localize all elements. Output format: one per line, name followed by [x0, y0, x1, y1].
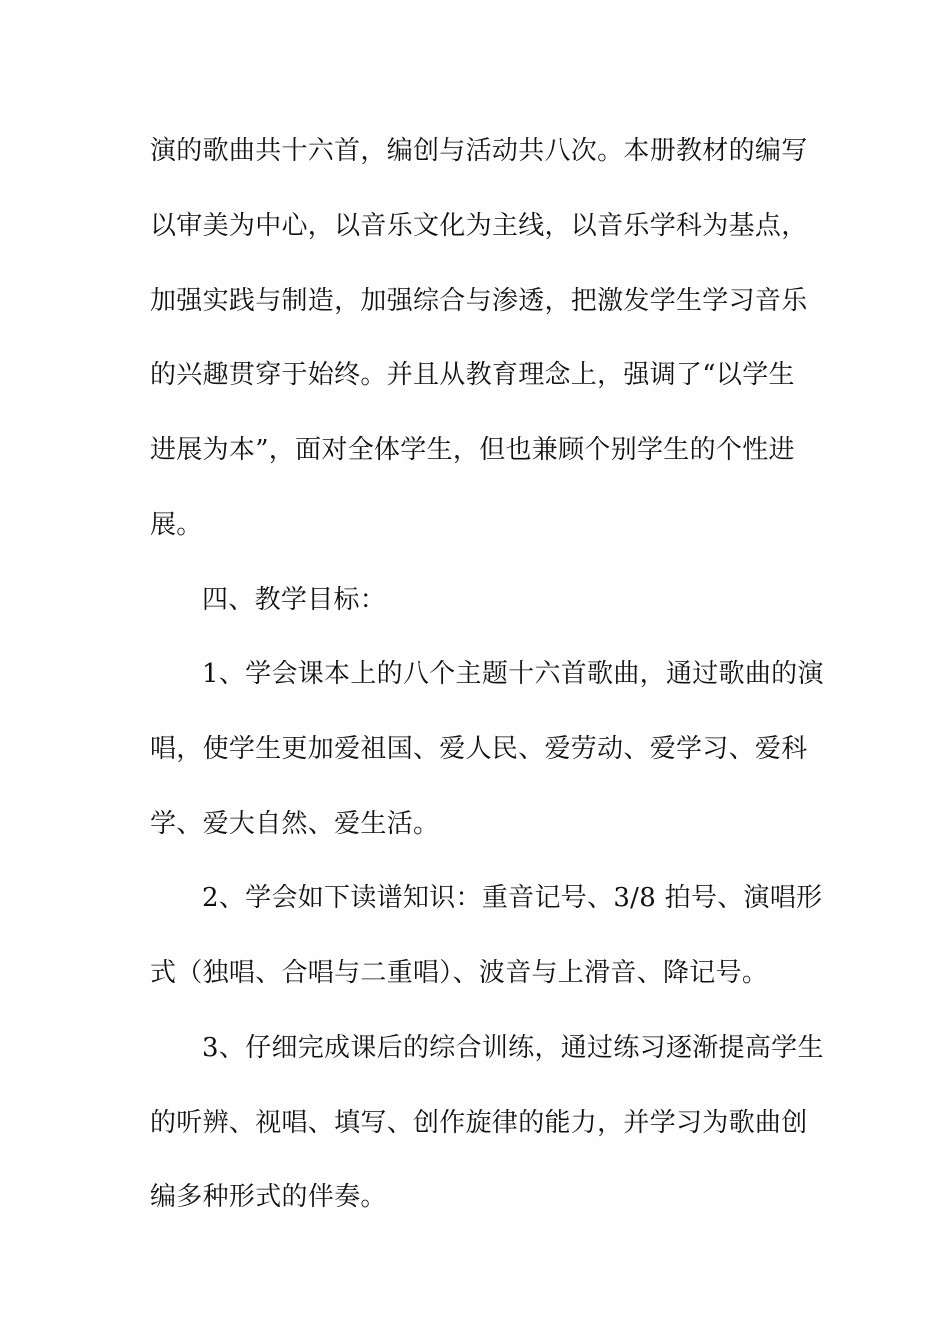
- paragraph-line: 演的歌曲共十六首，编创与活动共八次。本册教材的编写: [150, 136, 808, 166]
- section-heading: 四、教学目标：: [202, 585, 387, 615]
- paragraph-line: 1、学会课本上的八个主题十六首歌曲，通过歌曲的演: [202, 659, 824, 689]
- paragraph-line: 的兴趣贯穿于始终。并且从教育理念上，强调了“以学生: [150, 360, 795, 390]
- paragraph-line: 以审美为中心，以音乐文化为主线，以音乐学科为基点，: [150, 211, 808, 241]
- paragraph-line: 进展为本”，面对全体学生，但也兼顾个别学生的个性进: [150, 435, 795, 465]
- paragraph-line: 2、学会如下读谱知识：重音记号、3/8 拍号、演唱形: [202, 883, 823, 913]
- paragraph-line: 唱，使学生更加爱祖国、爱人民、爱劳动、爱学习、爱科: [150, 734, 808, 764]
- paragraph-line: 的听辨、视唱、填写、创作旋律的能力，并学习为歌曲创: [150, 1108, 808, 1138]
- paragraph-line: 3、仔细完成课后的综合训练，通过练习逐渐提高学生: [202, 1033, 824, 1063]
- paragraph-line: 展。: [150, 510, 203, 540]
- paragraph-line: 编多种形式的伴奏。: [150, 1182, 387, 1212]
- paragraph-line: 加强实践与制造，加强综合与渗透，把激发学生学习音乐: [150, 286, 808, 316]
- paragraph-line: 式（独唱、合唱与二重唱）、波音与上滑音、降记号。: [150, 958, 769, 988]
- paragraph-line: 学、爱大自然、爱生活。: [150, 809, 440, 839]
